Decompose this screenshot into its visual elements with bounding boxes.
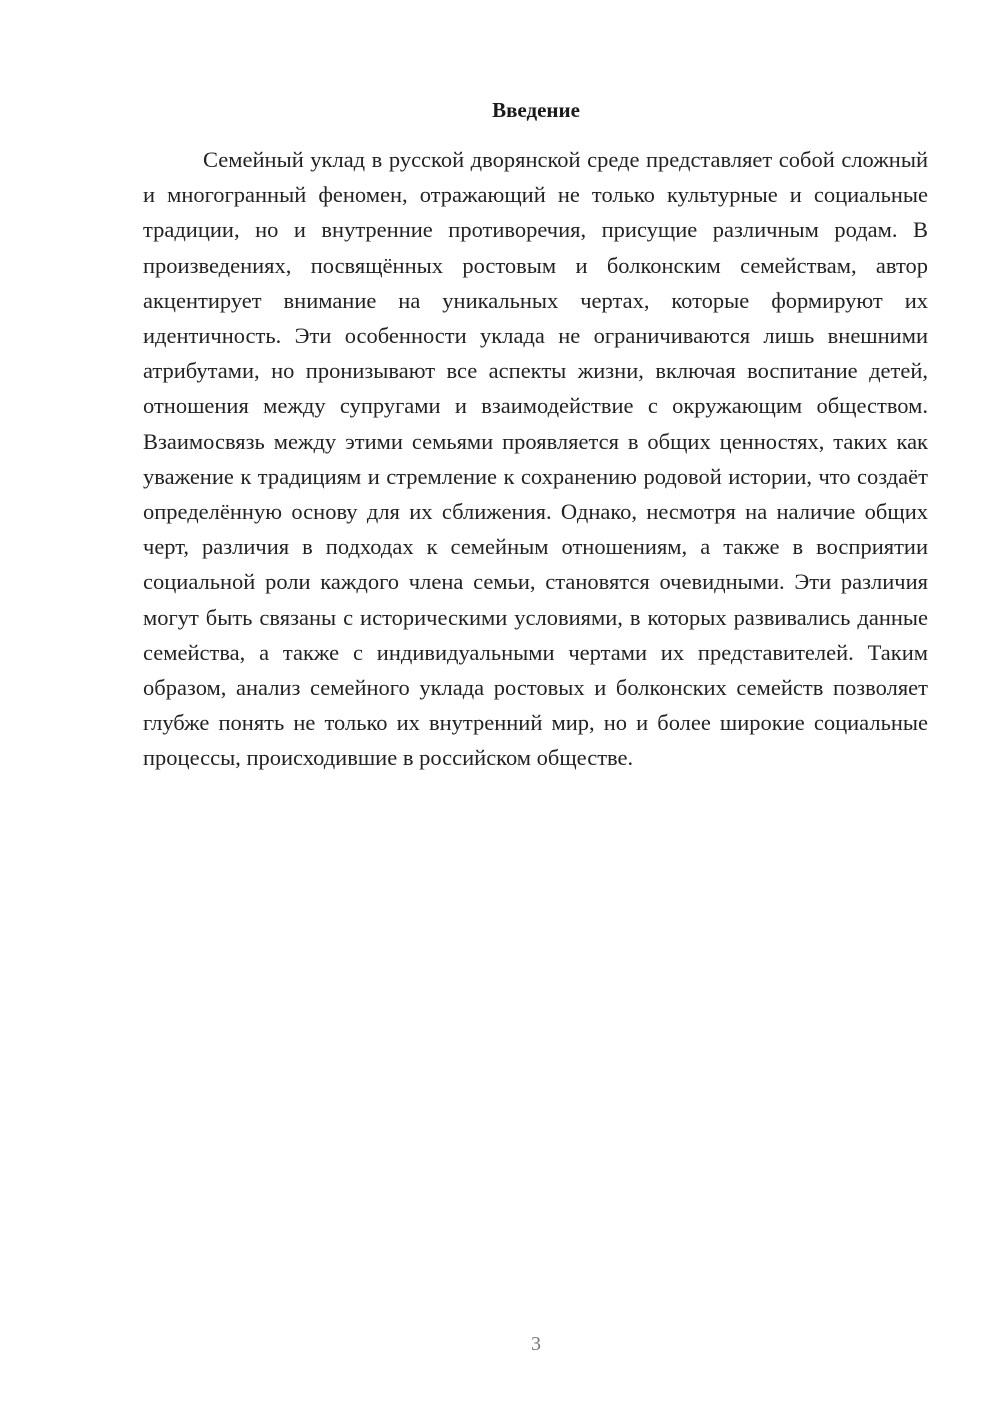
body-paragraph: Семейный уклад в русской дворянской среде представляет собой сложный и многогранный феномен, отражающий не только культурные и социальные традиции, но и внутренние противоречия, присущие различным родам. В произведениях, посвящённых ростовым и болконским семействам, автор акцентирует внимание на уникальных чертах, которые формируют их идентичность. Эти особенности уклада не ограничиваются лишь внешними атрибутами, но пронизывают все аспекты жизни, включая воспитание детей, отношения между супругами и взаимодействие с окружающим обществом. Взаимосвязь между этими семьями проявляется в общих ценностях, таких как уважение к традициям и стремление к сохранению родовой истории, что создаёт определённую основу для их сближения. Однако, несмотря на наличие общих черт, различия в подходах к семейным отношениям, а также в восприятии социальной роли каждого члена семьи, становятся очевидными. Эти различия могут быть связаны с историческими условиями, в которых развивались данные семейства, а также с индивидуальными чертами их представителей. Таким образом, анализ семейного уклада ростовых и болконских семейств позволяет глубже понять не только их внутренний мир, но и более широкие социальные процессы, происходившие в российском обществе. [143,147,928,771]
page-number: 3 [531,1333,541,1355]
section-heading: Введение [492,98,580,122]
